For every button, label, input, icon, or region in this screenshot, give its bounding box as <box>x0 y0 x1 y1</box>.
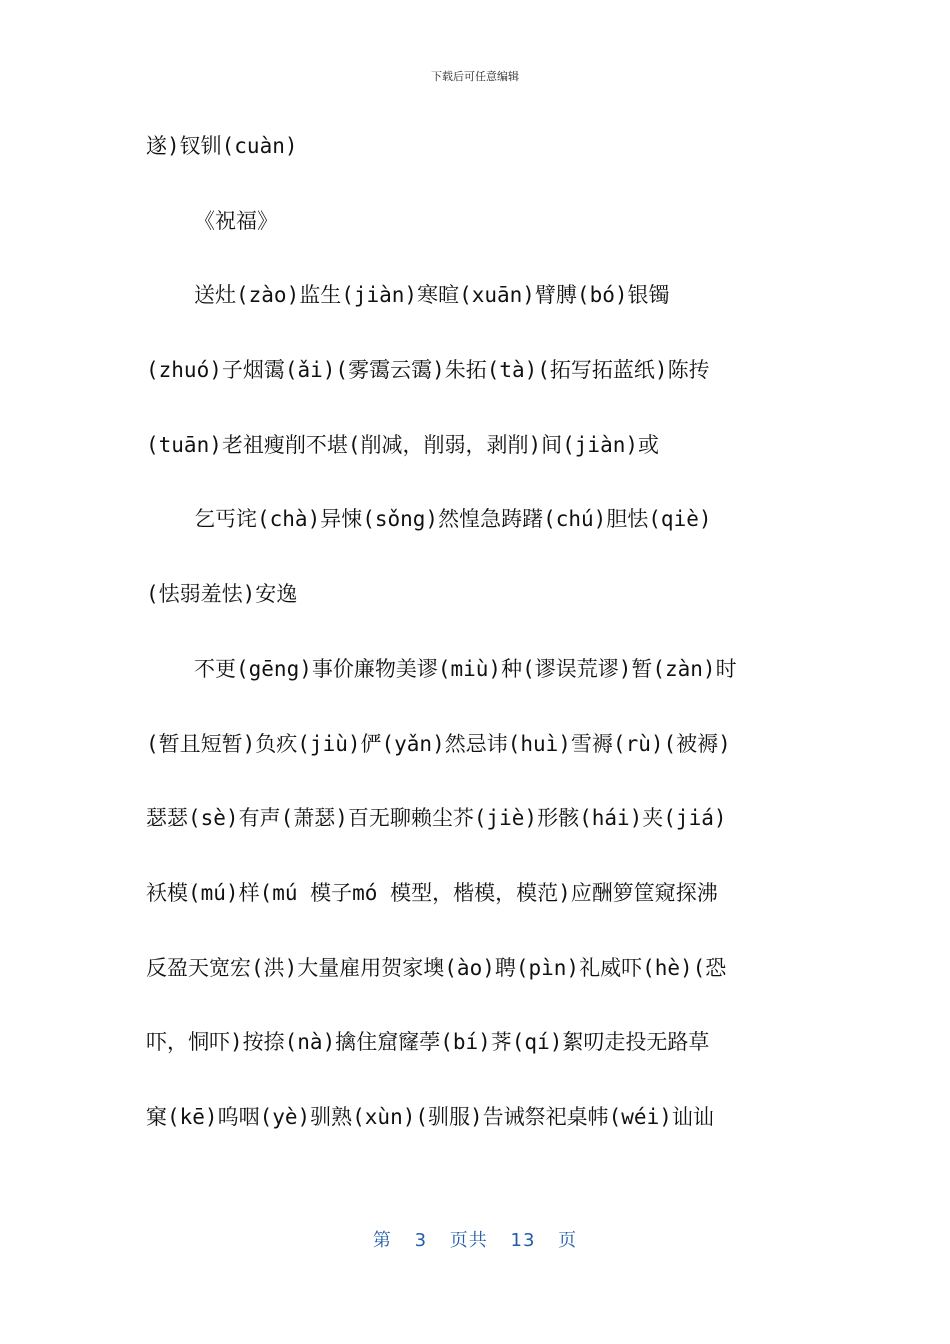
text-line: 送灶(zào)监生(jiàn)寒暄(xuān)臂膊(bó)银镯 <box>194 283 670 308</box>
text-line: 窠(kē)呜咽(yè)驯熟(xùn)(驯服)告诫祭祀桌帏(wéi)讪讪 <box>146 1104 714 1129</box>
footer-suffix: 页 <box>558 1230 578 1251</box>
text-line: 不更(gēng)事价廉物美谬(miù)种(谬误荒谬)暂(zàn)时 <box>194 656 737 681</box>
text-line: 吓，恫吓)按捺(nà)擒住窟窿荸(bí)荠(qí)絮叨走投无路草 <box>146 1030 710 1055</box>
text-line: 袄模(mú)样(mú 模子mó 模型，楷模，模范)应酬箩筐窥探沸 <box>146 880 718 905</box>
text-line: (zhuó)子烟霭(ǎi)(雾霭云霭)朱拓(tà)(拓写拓蓝纸)陈抟 <box>146 358 710 383</box>
text-line: (tuān)老祖瘦削不堪(削减，削弱，剥削)间(jiàn)或 <box>146 432 660 457</box>
total-page-number: 13 <box>510 1230 536 1251</box>
text-line: (怯弱羞怯)安逸 <box>146 582 298 607</box>
page-header: 下载后可任意编辑 <box>431 70 519 83</box>
footer-prefix: 第 <box>372 1230 392 1251</box>
text-line: (暂且短暂)负疚(jiù)俨(yǎn)然忌讳(huì)雪褥(rù)(被褥) <box>146 731 731 756</box>
footer-middle: 页共 <box>449 1230 488 1251</box>
text-line: 瑟瑟(sè)有声(萧瑟)百无聊赖尘芥(jiè)形骸(hái)夹(jiá) <box>146 806 727 831</box>
current-page-number: 3 <box>414 1230 428 1251</box>
page-footer <box>0 1226 950 1252</box>
text-line: 反盈天宽宏(洪)大量雇用贺家墺(ào)聘(pìn)礼威吓(hè)(恐 <box>146 955 727 980</box>
text-line: 乞丐诧(chà)异悚(sǒng)然惶急踌躇(chú)胆怯(qiè) <box>194 507 712 532</box>
text-line: 遂)钗钏(cuàn) <box>146 134 298 158</box>
section-title: 《祝福》 <box>194 208 278 233</box>
document-body <box>146 124 806 1170</box>
